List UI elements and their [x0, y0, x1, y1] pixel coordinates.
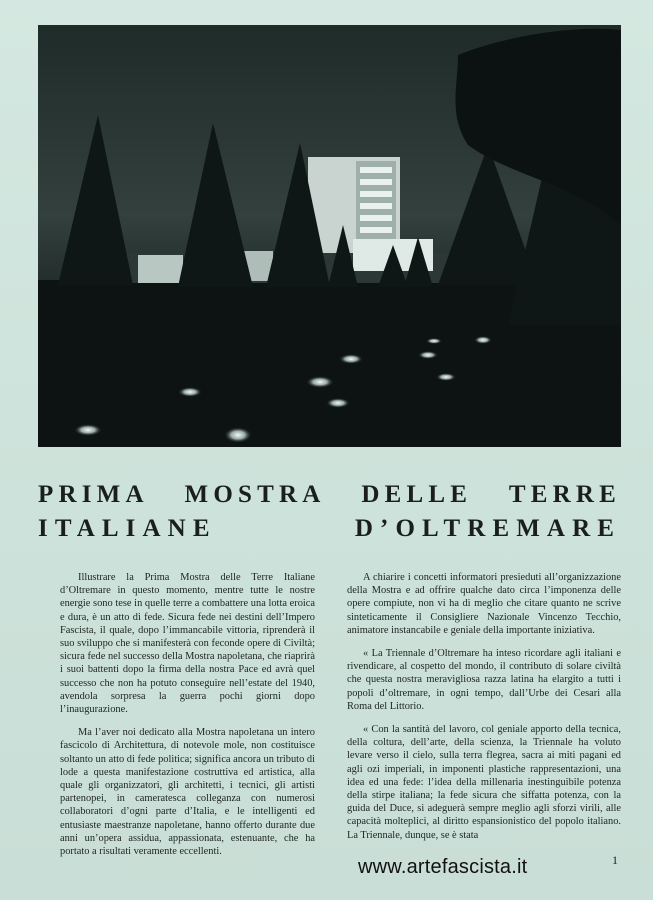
left-text-column	[60, 571, 315, 868]
paragraph: « La Triennale d’Oltremare ha inteso ricordare agli italiani e rivendicare, al cospetto del mondo, il contributo di solare civiltà che questa nostra meravigliosa razza latina ha elargito a tutti i popoli d’oltremare, in ogni tempo, dall’Urbe dei Cesari alla Roma del Littorio.	[347, 648, 621, 712]
paragraph: Ma l’aver noi dedicato alla Mostra napoletana un intero fascicolo di Architettura, di notevole mole, non costituisce soltanto un atto di fede politica; significa ancora un tributo di lode a questa manifestazione costruttiva ed artistica, alla quale gli organizzatori, gli architetti, i tecnici, gli artisti partenopei, in cameratesca colleganza con numerosi collaboratori d’ogni parte d’Italia, e le intelligenti ed entusiaste maestranze napoletane, hanno offerto durante due anni un’opera assidua, appassionata, estenuante, che ha portato a risultati veramente eccellenti.	[60, 727, 315, 858]
article-title-line-2: ITALIANE D’OLTREMARE	[38, 515, 621, 542]
article-title-line-1: PRIMA MOSTRA DELLE TERRE	[38, 481, 621, 508]
paragraph: A chiarire i concetti informatori presieduti all’organizzazione della Mostra e ad offrire qualche dato circa l’imponenza delle opere compiute, non vi ha di meglio che citare quanto ne scrive sinteticamente il Consigliere Nazionale Vincenzo Tecchio, animatore instancabile e geniale della importante iniziativa.	[347, 572, 621, 636]
page-number: 1	[612, 853, 618, 867]
night-exhibition-photo	[38, 25, 621, 447]
paragraph: « Con la santità del lavoro, col geniale apporto della tecnica, della coltura, dell’arte, della scienza, la Triennale ha voluto levare verso il cielo, sulla terra flegrea, sacra ai miti pagani ed agli ozi imperiali, in imponenti plastiche rappresentazioni, una idea ed una fede: l’idea della millenaria inestinguibile potenza della stirpe italiana; la fede sicura che siffatta potenza, con la guida del Duce, si adeguerà sempre meglio agli sforzi virili, alle capacità molteplici, al diritto espansionistico del popolo italiano. La Triennale, dunque, se è stata	[347, 724, 621, 841]
photo-illustration	[38, 25, 621, 447]
watermark: www.artefascista.it	[358, 856, 528, 878]
right-text-column	[347, 571, 621, 852]
paragraph: Illustrare la Prima Mostra delle Terre Italiane d’Oltremare in questo momento, mentre tutte le nostre energie sono tese in quelle terre a combattere una lotta eroica e dura, è un atto di fede. Sicura fede nei destini dell’Impero Fascista, il quale, dopo l’immancabile vittoria, riprenderà il suo sviluppo che si manifesterà con feconde opere di Civiltà; sicura fede nel successo della Mostra napoletana, che riaprirà i suoi battenti dopo la firma della nostra Pace ed avrà quel successo che non ha potuto conseguire nell’estate del 1940, avendola sorpresa la guerra pochi giorni dopo l’inaugurazione.	[60, 572, 315, 716]
